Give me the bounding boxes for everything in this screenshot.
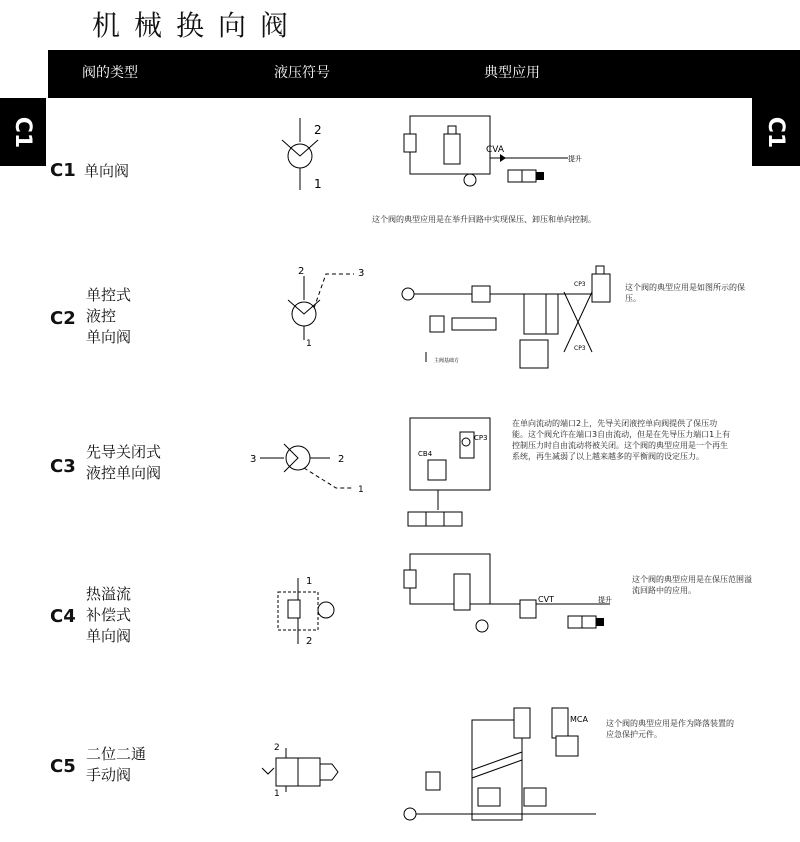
svg-text:CP3: CP3 <box>574 281 586 288</box>
application-diagram-c5 <box>396 700 606 830</box>
row-description-c3: 在单向流动的端口2上，先导关闭液控单向阀提供了保压功能。这个阀允许在端口3自由流动，但是在先导压力端口1上有控制压力时自由流动将被关闭。这个阀的典型应用是一个再生系统，再生减弱了以上越来越多的平衡阀的设定压力。 <box>512 419 731 461</box>
row-code-c5: C5 <box>50 756 76 777</box>
svg-text:2: 2 <box>274 743 280 753</box>
svg-text:1: 1 <box>274 789 280 799</box>
check-valve-symbol-c1 <box>278 118 338 198</box>
port-label: 2 <box>314 123 322 137</box>
svg-text:2: 2 <box>338 454 345 465</box>
row-name-c4: 热溢流 补偿式 单向阀 <box>86 585 132 645</box>
svg-text:1: 1 <box>306 339 312 349</box>
row-name-c1: 单向阀 <box>84 162 130 180</box>
svg-text:3: 3 <box>358 268 365 279</box>
svg-text:CP3: CP3 <box>574 345 586 352</box>
row-description-c2: 这个阀的典型应用是如图所示的保压。 <box>625 283 745 303</box>
application-diagram-c3 <box>396 414 516 530</box>
svg-text:CB4: CB4 <box>418 450 433 458</box>
manual-valve-symbol-c5 <box>256 740 346 798</box>
application-diagram-c1 <box>396 112 616 192</box>
row-name-c2: 单控式 液控 单向阀 <box>86 286 132 346</box>
thermal-relief-check-valve-symbol-c4 <box>276 574 346 648</box>
header-col-type: 阀的类型 <box>82 65 138 81</box>
row-code-c3: C3 <box>50 456 76 477</box>
application-diagram-c4 <box>396 552 616 642</box>
svg-text:主阀基础方: 主阀基础方 <box>434 358 460 364</box>
svg-text:CVT: CVT <box>538 595 554 604</box>
header-col-symbol: 液压符号 <box>274 65 330 81</box>
side-tab-right: C1 <box>752 98 800 166</box>
row-name-c3: 先导关闭式 液控单向阀 <box>86 443 162 482</box>
svg-text:MCA: MCA <box>570 715 588 724</box>
svg-text:2: 2 <box>298 266 305 277</box>
svg-text:CP3: CP3 <box>474 434 488 442</box>
row-name-c5: 二位二通 手动阀 <box>86 745 147 784</box>
row-code-c4: C4 <box>50 606 76 627</box>
row-description-c4: 这个阀的典型应用是在保压范围溢流回路中的应用。 <box>632 575 752 595</box>
row-description-c1: 这个阀的典型应用是在举升回路中实现保压、卸压和单向控制。 <box>372 215 596 224</box>
table-header <box>48 50 800 98</box>
svg-text:3: 3 <box>250 454 257 465</box>
row-code-c2: C2 <box>50 308 76 329</box>
svg-text:1: 1 <box>306 576 313 587</box>
pilot-check-valve-symbol-c2 <box>284 264 374 348</box>
svg-text:提升: 提升 <box>598 596 612 604</box>
header-col-application: 典型应用 <box>484 65 540 81</box>
svg-text:CVA: CVA <box>486 145 505 155</box>
port-label: 1 <box>314 177 322 191</box>
svg-text:1: 1 <box>358 485 364 495</box>
side-tab-left: C1 <box>0 98 46 166</box>
row-description-c5: 这个阀的典型应用是作为降落装置的应急保护元件。 <box>606 719 734 739</box>
pilot-close-check-valve-symbol-c3 <box>250 440 380 500</box>
svg-text:提升: 提升 <box>568 155 582 163</box>
page-title: 机械换向阀 <box>92 9 303 42</box>
row-code-c1: C1 <box>50 160 76 181</box>
application-diagram-c2 <box>396 262 626 378</box>
svg-text:2: 2 <box>306 636 313 647</box>
